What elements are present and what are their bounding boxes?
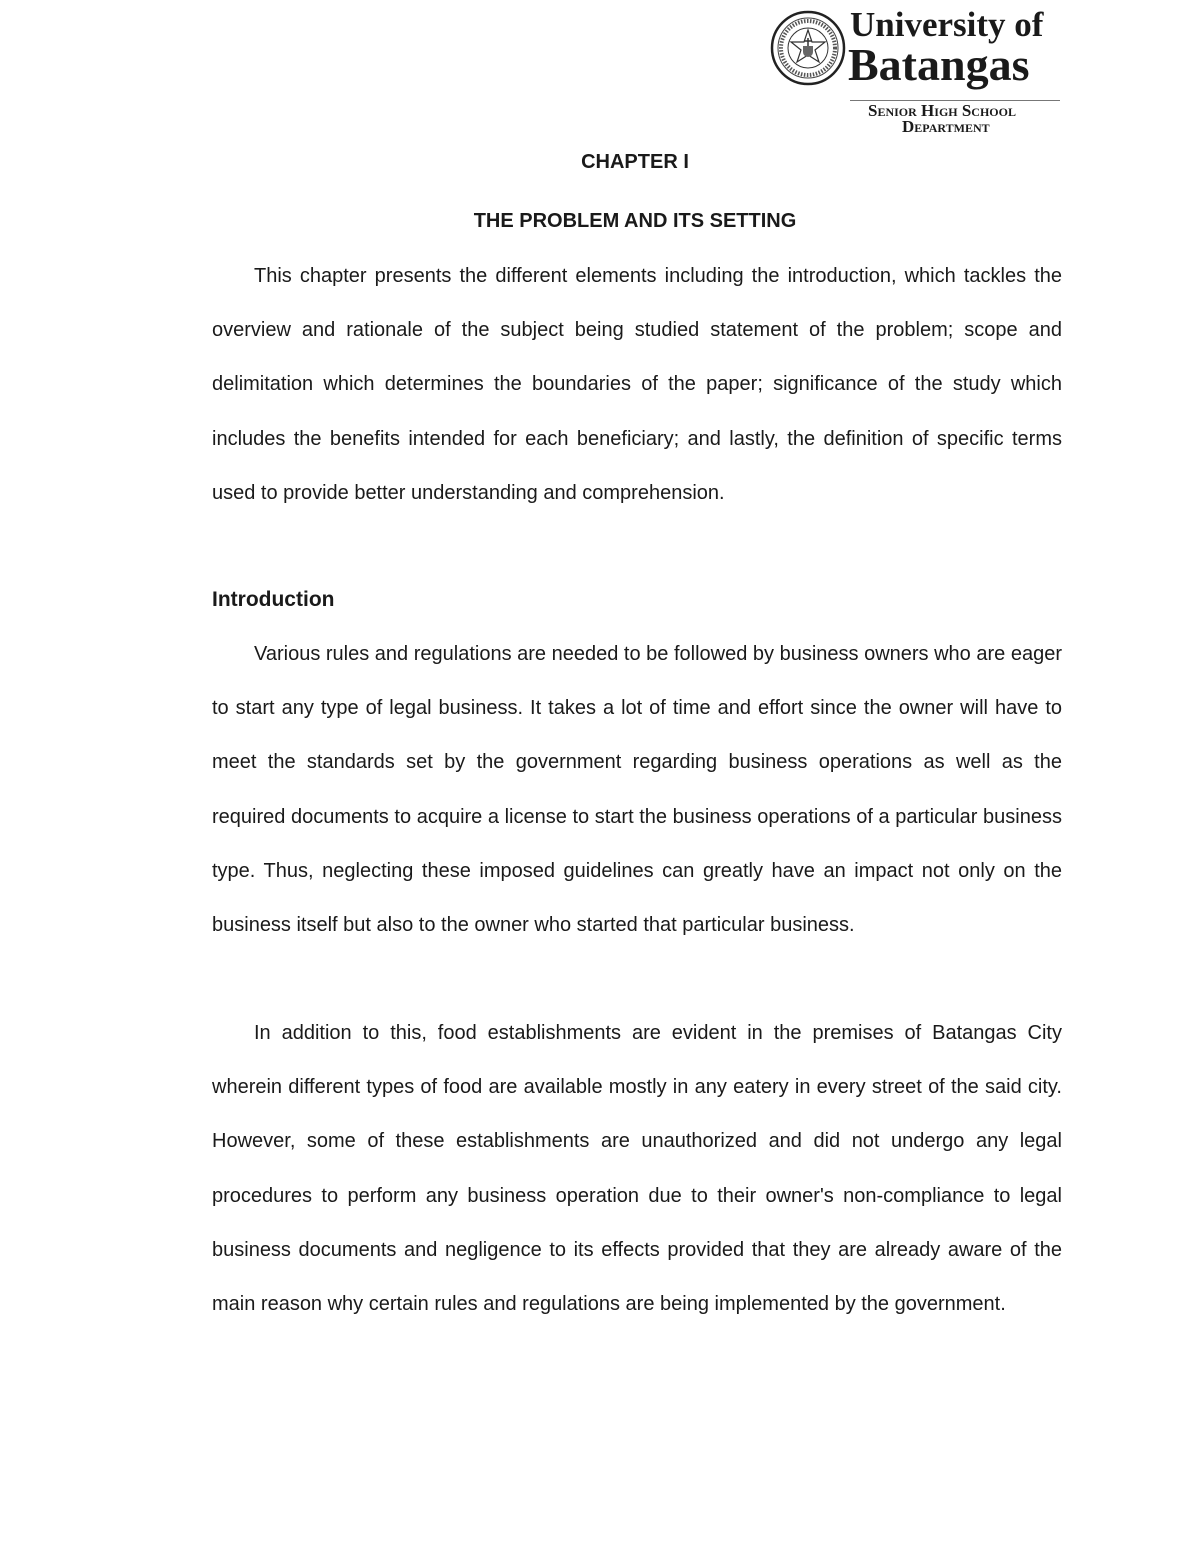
university-seal-icon (770, 10, 846, 86)
introduction-heading: Introduction (212, 588, 335, 611)
university-name-line2: Batangas (848, 39, 1030, 90)
university-name-line1: University of (850, 5, 1044, 44)
department-name-line1: Senior High School (868, 101, 1016, 120)
department-name-line2: Department (902, 117, 990, 136)
introduction-paragraph-1: Various rules and regulations are needed to be followed by business owners who are eager to start any type of legal business. It takes a lot of time and effort since the owner will have to meet the standards set by the government regarding business operations as well as the required documents to acquire a license to start the business operations of a particular business type. Thus, neglecting these imposed guidelines can greatly have an impact not only on the business itself but also to the owner who started that particular business. (212, 643, 1062, 937)
chapter-number: CHAPTER I (581, 151, 689, 173)
introduction-paragraph-2: In addition to this, food establishments are evident in the premises of Batangas City wherein different types of food are available mostly in any eatery in every street of the said city. However, some of these establishments are unauthorized and did not undergo any legal procedures to perform any business operation due to their owner's non-compliance to legal business documents and negligence to its effects provided that they are already aware of the main reason why certain rules and regulations are being implemented by the government. (212, 1022, 1062, 1316)
chapter-overview-paragraph: This chapter presents the different elements including the introduction, which tackles the overview and rationale of the subject being studied statement of the problem; scope and delimitation which determines the boundaries of the paper; significance of the study which includes the benefits intended for each beneficiary; and lastly, the definition of specific terms used to provide better understanding and comprehension. (212, 265, 1062, 504)
university-header (770, 5, 1070, 138)
chapter-title: THE PROBLEM AND ITS SETTING (473, 210, 797, 232)
